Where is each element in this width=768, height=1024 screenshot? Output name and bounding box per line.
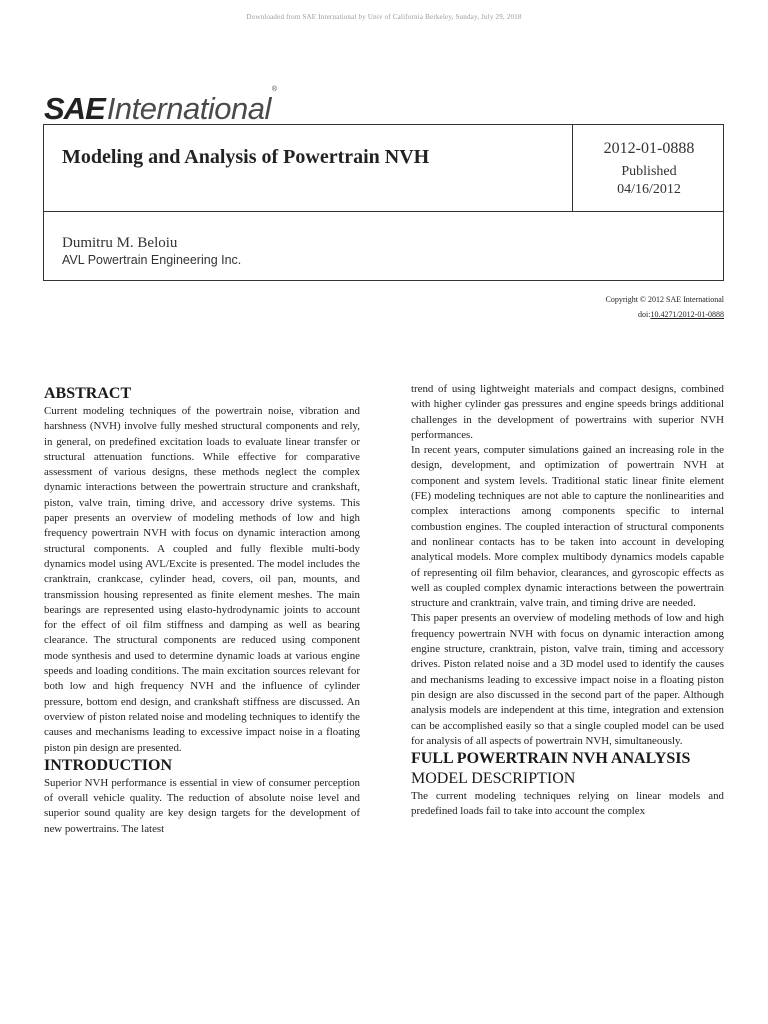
paper-header-box xyxy=(43,124,724,281)
model-description-heading: MODEL DESCRIPTION xyxy=(411,770,576,788)
abstract-text: Current modeling techniques of the powertrain noise, vibration and harshness (NVH) involve fully meshed structural components and rely, in general, on predefined excitation loads to evaluate linear transfer or structural attenuation functions. While effective for comparative assessment of various designs, these methods neglect the complex dynamic interactions between the powertrain structure and crankshaft, piston, valve train, timing drive, and accessory drive systems. This paper presents an overview of modeling methods of low and high frequency powertrain NVH with focus on dynamic interaction among structural components. A coupled and fully flexible multi-body dynamics model using AVL/Excite is presented. The model includes the cranktrain, crankcase, cylinder head, covers, oil pan, mounts, and transmission housing represented as finite element meshes. The main bearings are represented using elasto-hydrodynamic joints to account for the effect of oil film stiffness and damping as well as bearing clearance. The structural components are reduced using component mode synthesis and used to determine dynamic loads at various engine speeds and loading conditions. The main excitation sources relevant for both low and high frequency NVH and the influence of cylinder pressure, bottom end design, and crankshaft stiffness are discussed. An overview of piston related noise and modeling techniques to identify the causes and mechanisms leading to excessive impact noise in a floating piston pin design are presented. xyxy=(44,405,360,754)
logo-registered-mark: ® xyxy=(271,86,278,93)
introduction-heading: INTRODUCTION xyxy=(44,756,173,774)
download-note: Downloaded from SAE International by Univ of California Berkeley, Sunday, July 29, 2018 xyxy=(246,13,522,21)
introduction-text: Superior NVH performance is essential in view of consumer perception of overall vehicle quality. The reduction of absolute noise level and superior sound quality are key design targets for the development of new powertrains. The latest xyxy=(44,776,360,835)
paper-title: Modeling and Analysis of Powertrain NVH xyxy=(62,146,430,168)
paper-number: 2012-01-0888 xyxy=(603,140,695,157)
logo-international-text: International xyxy=(106,91,271,126)
logo-sae-text: SAE xyxy=(44,91,105,126)
paper-meta xyxy=(573,139,725,199)
copyright-line: Copyright © 2012 SAE International xyxy=(605,295,724,304)
full-powertrain-heading: FULL POWERTRAIN NVH ANALYSIS xyxy=(411,750,691,768)
intro-paragraph-1: trend of using lightweight materials and compact designs, combined with higher cylinder gas pressures and engine speeds brings additional challenges in the development of powertrains with superior NVH performances. xyxy=(411,383,724,441)
author-name: Dumitru M. Beloiu xyxy=(62,235,178,251)
copyright-block xyxy=(605,292,724,322)
header-divider-horizontal xyxy=(44,211,723,212)
author-affiliation: AVL Powertrain Engineering Inc. xyxy=(62,253,242,267)
right-column xyxy=(411,382,724,820)
published-date: 04/16/2012 xyxy=(617,182,681,197)
abstract-heading: ABSTRACT xyxy=(44,385,132,402)
intro-paragraph-3: This paper presents an overview of modeling methods of low and high frequency powertrain NVH with focus on dynamic interaction among engine structure, cranktrain, piston, valve train, timing and accessory drives. Piston related noise and a 3D model used to identify the causes and mechanisms leading to excessive impact noise in a floating piston pin design are also discussed in the second part of the paper. Although analysis models are independent at this time, integration and extension can be accomplished easily so that a single coupled model can be used for analysis of all aspects of powertrain NVH, simultaneously. xyxy=(411,612,724,747)
doi-prefix: doi: xyxy=(637,310,651,319)
sae-international-logo xyxy=(44,84,277,124)
model-description-text: The current modeling techniques relying on linear models and predefined loads fail to take into account the complex xyxy=(411,790,724,818)
published-label: Published xyxy=(621,164,677,179)
left-column xyxy=(44,384,360,837)
intro-paragraph-2: In recent years, computer simulations gained an increasing role in the design, development, and optimization of powertrain NVH at component and system levels. Traditional static linear finite element (FE) modeling techniques are not able to capture the nonlinearities and complex interactions among components specific to internal combustion engines. The coupled interaction of structural components and nonlinear contacts has to be taken into account in developing analytical models. More complex multibody dynamics models capable of representing oil film behavior, clearances, and gyroscopic effects as well as coupled complex dynamic interactions between the powertrain structure and cranktrain, valve train, and timing drive are needed. xyxy=(411,444,724,610)
doi-link[interactable]: 10.4271/2012-01-0888 xyxy=(650,310,724,319)
doi-line xyxy=(605,307,724,322)
